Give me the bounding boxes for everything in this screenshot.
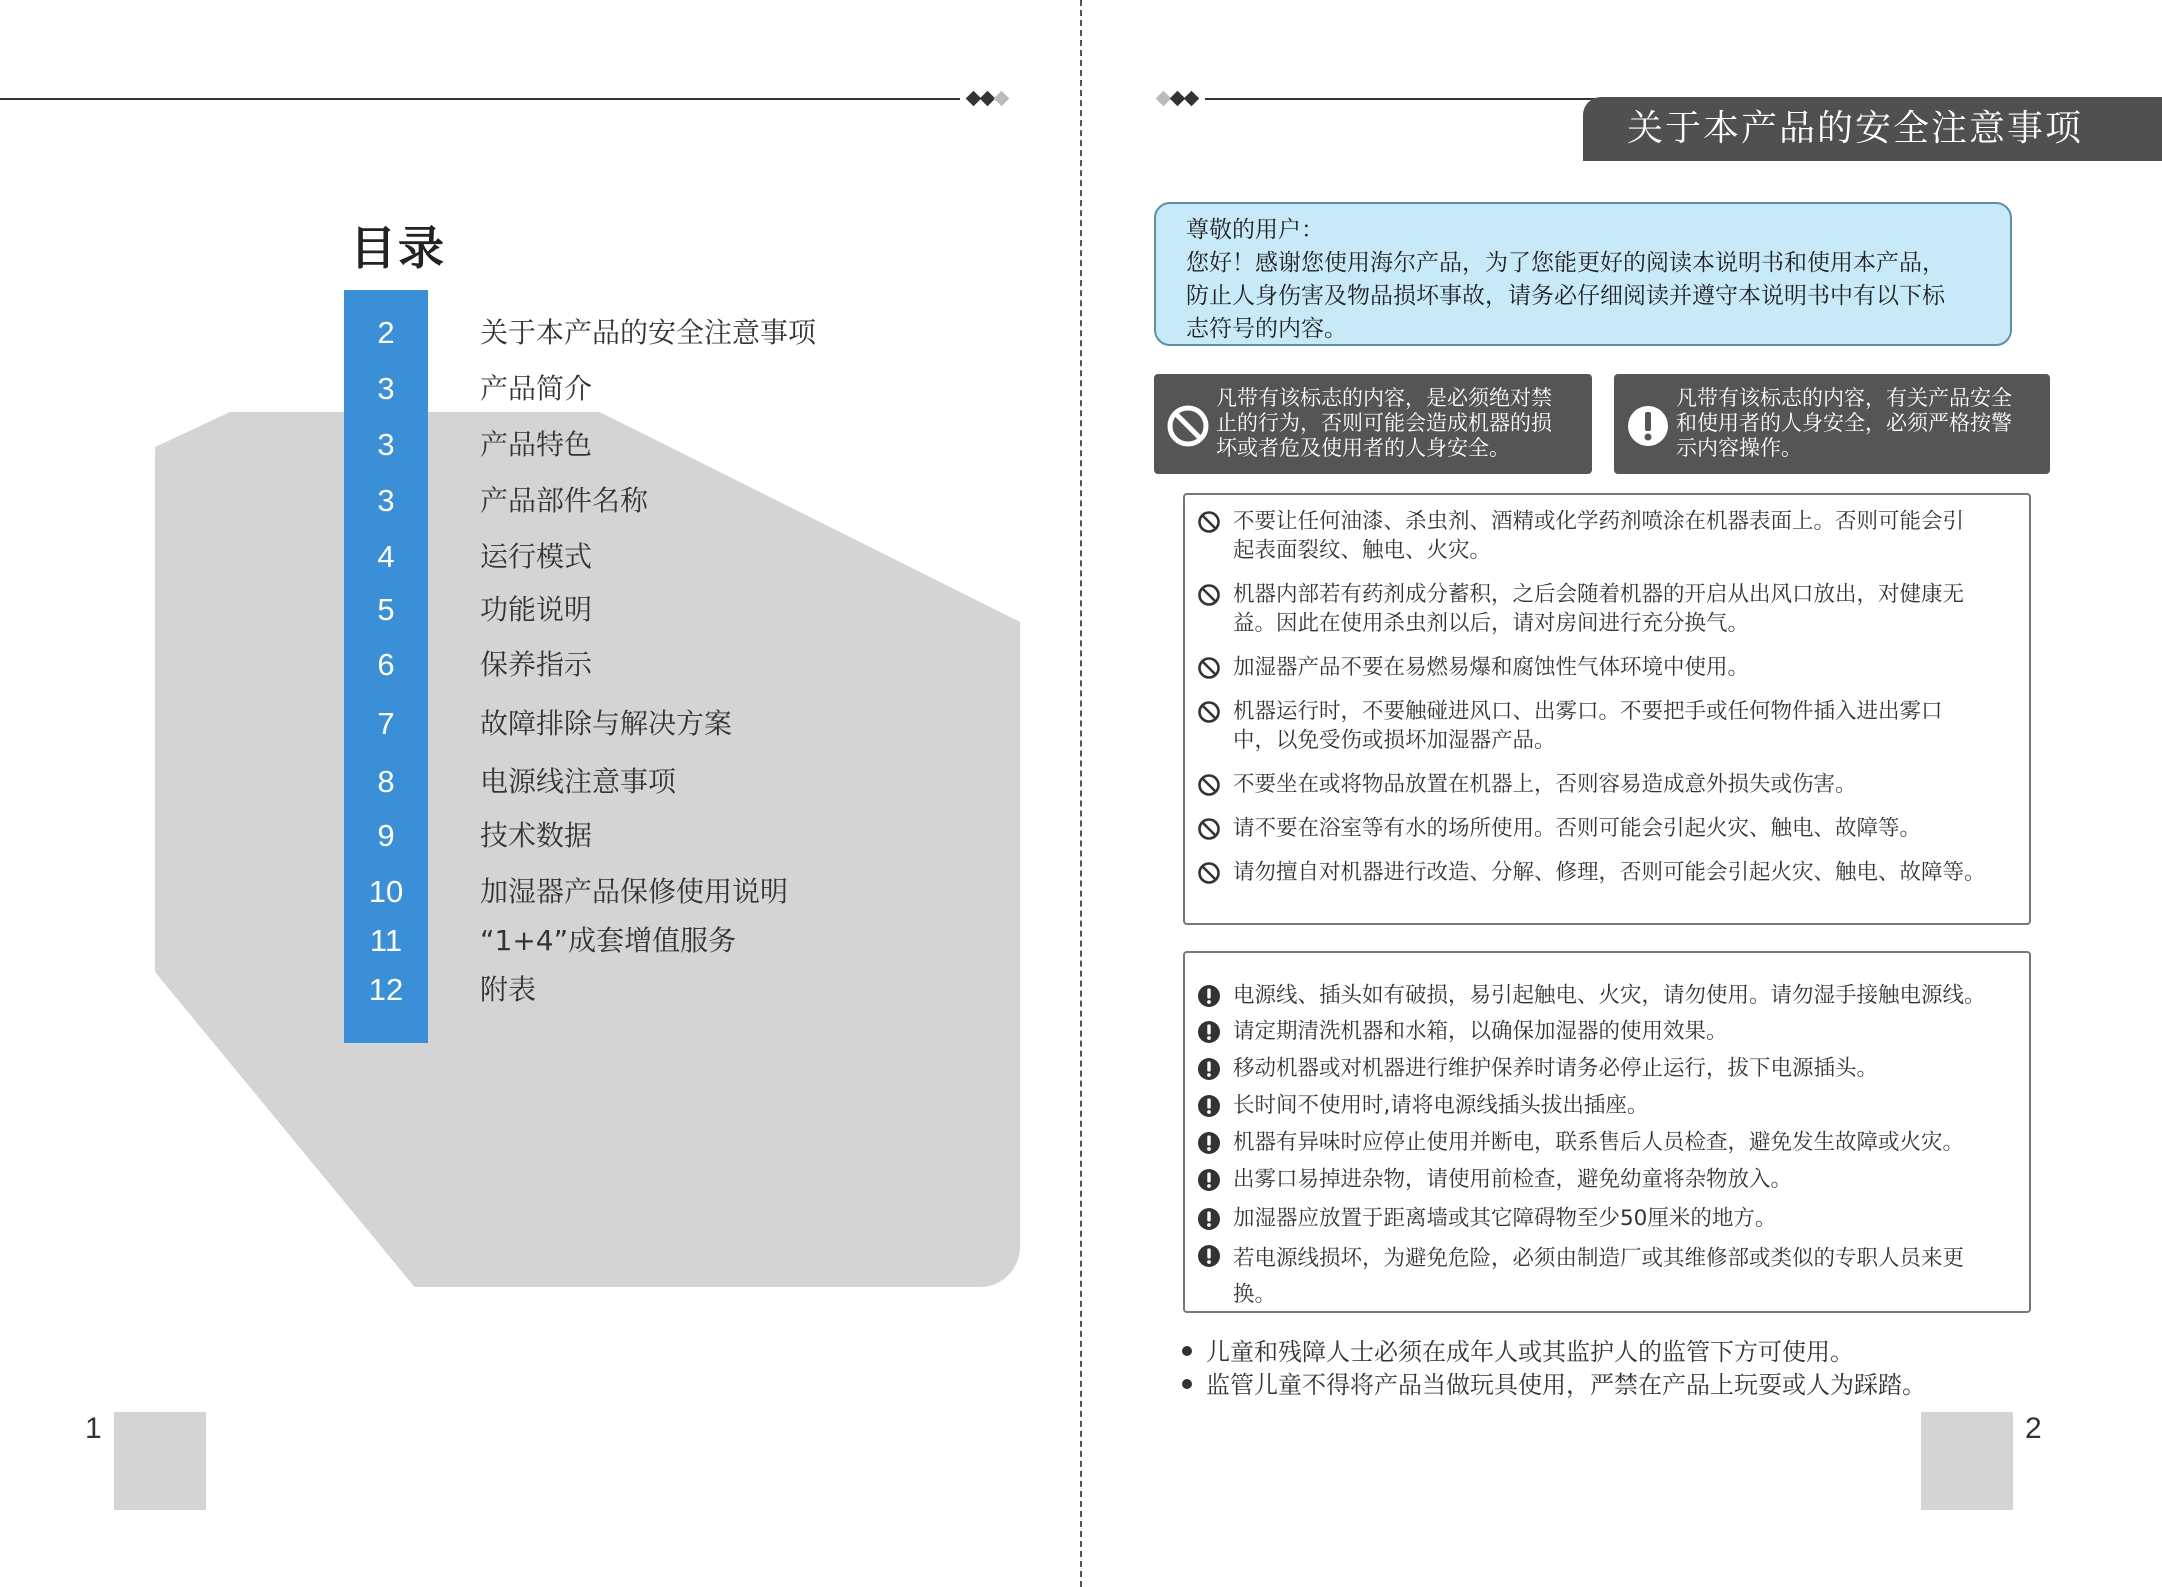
toc-entry[interactable] [344,476,1044,526]
toc-entry-label: 故障排除与解决方案 [480,707,733,740]
bullet-dot-icon [1182,1346,1192,1356]
toc-entry-label: 产品部件名称 [480,484,649,517]
item-line: 长时间不使用时,请将电源线插头拔出插座。 [1233,1093,1649,1118]
toc-entry-label: 附表 [480,973,537,1006]
exclamation-icon [1197,1020,1221,1044]
exclamation-icon [1197,1244,1221,1268]
diamond-icon [994,91,1010,107]
greeting-line: 防止人身伤害及物品损坏事故，请务必仔细阅读并遵守本说明书中有以下标 [1186,283,1945,309]
mandatory-panel [1183,951,2031,1313]
prohibition-icon [1197,817,1221,841]
toc-entry[interactable] [344,532,1044,582]
toc-entry-label: 运行模式 [480,540,593,573]
toc-entry[interactable] [344,364,1044,414]
legend-line: 坏或者危及使用者的人身安全。 [1216,436,1510,460]
mandatory-legend [1614,374,2050,474]
item-line: 机器内部若有药剂成分蓄积，之后会随着机器的开启从出风口放出，对健康无 [1233,582,1965,607]
toc-page-number: 10 [368,874,404,909]
item-line: 起表面裂纹、触电、火灾。 [1233,538,1492,563]
toc-entry[interactable] [344,640,1044,690]
toc-entry[interactable] [344,699,1044,749]
item-line: 换。 [1233,1282,1277,1307]
toc-entry-label: 产品特色 [480,428,593,461]
toc-entry[interactable] [344,308,1044,358]
prohibition-icon [1197,773,1221,797]
item-line: 请不要在浴室等有水的场所使用。否则可能会引起火灾、触电、故障等。 [1233,816,1922,841]
item-line: 电源线、插头如有破损，易引起触电、火灾，请勿使用。请勿湿手接触电源线。 [1233,983,1986,1008]
table-of-contents [344,290,1044,1043]
exclamation-icon [1626,404,1670,448]
toc-entry[interactable] [344,585,1044,635]
toc-page-number: 3 [377,427,395,462]
prohibition-icon [1166,404,1210,448]
item-line: 机器运行时，不要触碰进风口、出雾口。不要把手或任何物件插入进出雾口 [1233,699,1943,724]
legend-line: 止的行为，否则可能会造成机器的损 [1216,411,1552,435]
toc-entry[interactable] [344,757,1044,807]
prohibition-icon [1197,861,1221,885]
item-line: 若电源线损坏，为避免危险，必须由制造厂或其维修部或类似的专职人员来更 [1233,1246,1965,1271]
bullet-dot-icon [1182,1379,1192,1389]
item-line: 请勿擅自对机器进行改造、分解、修理，否则可能会引起火灾、触电、故障等。 [1233,860,1986,885]
exclamation-icon [1197,1057,1221,1081]
bullet-text: 监管儿童不得将产品当做玩具使用，严禁在产品上玩耍或人为踩踏。 [1206,1371,1926,1399]
prohibition-icon [1197,583,1221,607]
toc-entry-label: 技术数据 [480,819,593,852]
legend-line: 示内容操作。 [1676,436,1802,460]
item-line: 加湿器产品不要在易燃易爆和腐蚀性气体环境中使用。 [1233,655,1750,680]
toc-entry[interactable] [344,916,1044,966]
header-rule-left [0,98,960,100]
page-corner-square [1921,1412,2013,1510]
exclamation-icon [1197,1094,1221,1118]
greeting-line: 您好！感谢您使用海尔产品，为了您能更好的阅读本说明书和使用本产品， [1186,250,1945,276]
page-corner-square [114,1412,206,1510]
exclamation-icon [1197,1207,1221,1231]
toc-entry-label: “1+4”成套增值服务 [480,924,737,957]
diamond-icon [1184,91,1200,107]
item-line: 不要让任何油漆、杀虫剂、酒精或化学药剂喷涂在机器表面上。否则可能会引 [1233,509,1965,534]
toc-page-number: 12 [368,972,404,1007]
bullet-item [1182,1368,1926,1402]
item-line: 中，以免受伤或损坏加湿器产品。 [1233,728,1556,753]
toc-page-number: 9 [377,818,395,853]
toc-entry[interactable] [344,811,1044,861]
toc-page-number: 2 [377,315,395,350]
item-line: 加湿器应放置于距离墙或其它障碍物至少50厘米的地方。 [1233,1206,1777,1231]
toc-entry-label: 加湿器产品保修使用说明 [480,875,789,908]
toc-title: 目录 [350,221,446,275]
toc-page-number: 11 [369,923,403,958]
toc-entry[interactable] [344,867,1044,917]
toc-page-number: 5 [377,592,395,627]
page-number-left: 1 [85,1412,102,1445]
page-number-right: 2 [2025,1412,2042,1445]
toc-entry-label: 产品简介 [480,372,593,405]
toc-entry-label: 保养指示 [480,648,593,681]
exclamation-icon [1197,1131,1221,1155]
item-line: 机器有异味时应停止使用并断电，联系售后人员检查，避免发生故障或火灾。 [1233,1130,1965,1155]
bullet-item [1182,1335,1854,1369]
greeting-line: 志符号的内容。 [1186,316,1347,342]
toc-page-number: 4 [377,539,395,574]
greeting-salutation: 尊敬的用户： [1186,217,1324,243]
prohibitions-panel [1183,493,2031,925]
prohibition-icon [1197,700,1221,724]
legend-line: 和使用者的人身安全，必须严格按警 [1676,411,2012,435]
toc-entry-label: 关于本产品的安全注意事项 [480,316,817,349]
exclamation-icon [1197,1168,1221,1192]
prohibition-legend [1154,374,1592,474]
toc-page-number: 3 [377,371,395,406]
toc-entry[interactable] [344,420,1044,470]
prohibition-icon [1197,510,1221,534]
exclamation-icon [1197,984,1221,1008]
item-line: 不要坐在或将物品放置在机器上，否则容易造成意外损失或伤害。 [1233,772,1857,797]
toc-page-number: 7 [377,706,395,741]
bullet-text: 儿童和残障人士必须在成年人或其监护人的监管下方可使用。 [1206,1338,1854,1366]
greeting-box [1154,202,2012,346]
item-line: 益。因此在使用杀虫剂以后，请对房间进行充分换气。 [1233,611,1750,636]
legend-line: 凡带有该标志的内容，是必须绝对禁 [1216,386,1552,410]
toc-page-number: 8 [377,764,395,799]
toc-page-number: 6 [377,647,395,682]
toc-page-number: 3 [377,483,395,518]
toc-entry-label: 功能说明 [480,593,593,626]
page-title: 关于本产品的安全注意事项 [1583,97,2162,161]
prohibition-icon [1197,656,1221,680]
toc-entry-label: 电源线注意事项 [480,765,677,798]
legend-line: 凡带有该标志的内容，有关产品安全 [1676,386,2012,410]
item-line: 移动机器或对机器进行维护保养时请务必停止运行，拔下电源插头。 [1233,1056,1879,1081]
toc-entry[interactable] [344,965,1044,1015]
page-fold-divider [1080,0,1082,1587]
item-line: 请定期清洗机器和水箱，以确保加湿器的使用效果。 [1233,1019,1728,1044]
item-line: 出雾口易掉进杂物，请使用前检查，避免幼童将杂物放入。 [1233,1167,1793,1192]
